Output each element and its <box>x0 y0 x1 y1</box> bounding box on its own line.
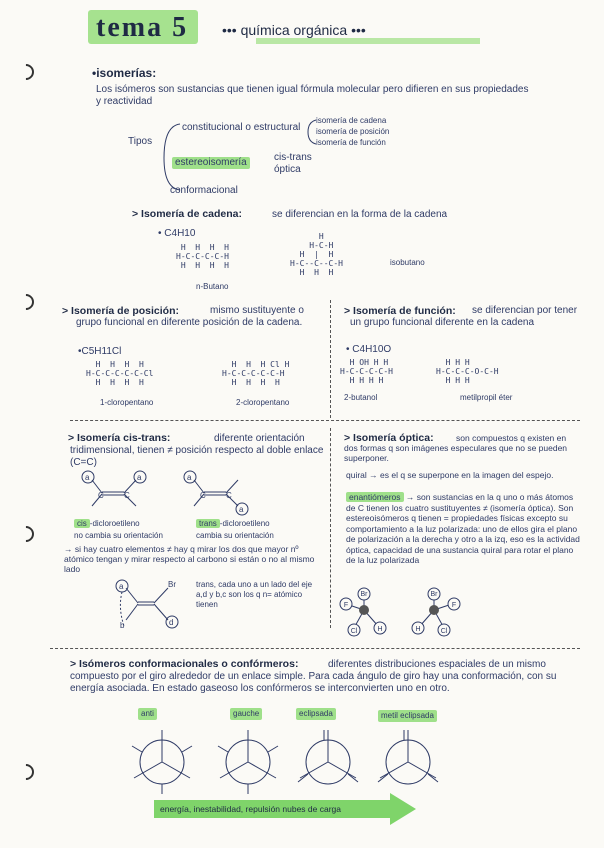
binder-hole <box>15 761 38 784</box>
enantiomers-block <box>346 492 582 566</box>
stereo-item: cis-trans <box>274 152 312 163</box>
enantiomers-text: → son sustancias en la q uno o más átomos de C tienen los cuatro sustituyentes ≠ (isomería óptica). Son estereoisómeros q tienen = propiedades físicas excepto su comportamiento a la luz polarizada: uno de ellos gira el plano de polarización a la derecha y otro a la izq, eso es la actividad óptica, capacidad de una sustancia quiral para rotar el plano de la luz polarizada <box>346 492 580 565</box>
atom-label: F <box>451 602 457 609</box>
energy-arrow-text: energía, inestabilidad, repulsión nubes de carga <box>160 804 341 814</box>
constitutional-label: constitucional o estructural <box>182 122 301 133</box>
trans-name: -dicloroetileno <box>219 519 270 528</box>
eclipsed-label: eclipsada <box>296 708 336 720</box>
binder-hole <box>15 291 38 314</box>
gauche-label: gauche <box>230 708 262 720</box>
section-heading: •isomerías: <box>92 66 157 80</box>
chloropentane-1-structure: H H H H H-C-C-C-C-C-Cl H H H H <box>86 360 154 387</box>
cis-label: cis <box>74 519 90 528</box>
trans-note: cambia su orientación <box>196 531 274 540</box>
trans-note-2 <box>196 580 326 610</box>
svg-text:b: b <box>120 621 125 630</box>
svg-text:a: a <box>187 473 192 482</box>
const-item: isomería de posición <box>316 127 390 136</box>
energy-arrow-head <box>390 793 416 825</box>
atom-label: Cl <box>350 628 358 635</box>
trans-note-2-text: trans, cada uno a un lado del eje <box>196 580 313 589</box>
ether-name: metilpropil éter <box>460 393 513 402</box>
divider <box>70 420 580 421</box>
divider <box>50 648 580 649</box>
cis-caption <box>74 518 163 542</box>
conform-desc: diferentes distribuciones espaciales de un mismo compuesto por el giro alrededor de un enlace simple. Para cada ángulo de giro hay una conformación, con su energía asociada. En estado gaseoso los confórmeros se interconvierten uno en otro. <box>70 659 557 694</box>
cistrans-rule: → si hay cuatro elementos ≠ hay q mirar los dos que mayor nº atómico tengan y mirar respecto al carbono si están o no al mismo lado <box>64 544 315 574</box>
isobutane-name: isobutano <box>390 258 425 267</box>
conformational-label: conformacional <box>170 185 238 196</box>
types-label: Tipos <box>128 136 153 147</box>
svg-text:Br: Br <box>168 580 176 589</box>
atom-label: Br <box>360 591 368 598</box>
methyl-eclipsed-label: metil eclipsada <box>378 710 437 722</box>
stereo-list <box>274 152 312 176</box>
svg-text:C: C <box>98 491 104 500</box>
stereo-label: estereoisomería <box>172 157 250 169</box>
atom-label: H <box>415 626 421 633</box>
ether-structure: H H H H-C-C-C-O-C-H H H H <box>436 358 499 385</box>
n-butane-name: n-Butano <box>196 282 229 291</box>
svg-text:a: a <box>137 473 142 482</box>
conform-title: > Isómeros conformacionales o confórmeros: <box>70 658 299 670</box>
cistrans-title: > Isomería cis-trans: <box>68 432 171 444</box>
optical-title: > Isomería óptica: <box>344 432 434 444</box>
butanol-name: 2-butanol <box>344 393 378 402</box>
stereo-item: óptica <box>274 164 301 175</box>
const-item: isomería de función <box>316 138 386 147</box>
svg-text:a: a <box>119 582 124 591</box>
cis-name: -dicloroetileno <box>89 519 140 528</box>
enantiomers-label: enantiómeros <box>346 492 404 502</box>
svg-text:C: C <box>124 491 130 500</box>
svg-text:d: d <box>169 618 174 627</box>
isobutane-structure: H H-C-H H | H H-C--C--C-H H H H <box>290 232 343 277</box>
function-title: > Isomería de función: <box>344 305 456 317</box>
cis-trans-structures <box>74 470 324 516</box>
position-title: > Isomería de posición: <box>62 305 179 317</box>
subtitle-underline <box>256 38 480 44</box>
quiral-text: quiral → es el q se superpone en la imagen del espejo. <box>346 470 554 480</box>
butanol-structure: H OH H H H-C-C-C-C-H H H H H <box>340 358 393 385</box>
optical-desc: son compuestos q existen en dos formas q son imágenes especulares que no se pueden superponer. <box>344 433 568 463</box>
atom-label: F <box>343 602 349 609</box>
chloropentane-1-name: 1-cloropentano <box>100 398 154 407</box>
atom-label: Br <box>430 591 438 598</box>
svg-text:a: a <box>239 505 244 514</box>
constitutional-list <box>316 115 389 148</box>
newman-projections <box>118 718 458 800</box>
page-subtitle: ••• química orgánica ••• <box>222 22 366 38</box>
n-butane-structure: H H H H H-C-C-C-C-H H H H H <box>176 243 229 270</box>
chain-desc: se diferencian en la forma de la cadena <box>272 209 448 220</box>
cis-note: no cambia su orientación <box>74 531 163 540</box>
function-formula: • C4H10O <box>346 344 392 355</box>
chain-formula: • C4H10 <box>158 228 196 239</box>
cistrans-desc: diferente orientación tridimensional, tienen ≠ posición respecto al doble enlace (C=C) <box>70 433 324 468</box>
trans-label: trans <box>196 519 220 528</box>
chloropentane-2-structure: H H H Cl H H-C-C-C-C-C-H H H H H <box>222 360 290 387</box>
chain-title: > Isomería de cadena: <box>132 208 243 220</box>
position-desc: mismo sustituyente o grupo funcional en diferente posición de la cadena. <box>76 305 304 328</box>
anti-label: anti <box>138 708 157 720</box>
definition-text: Los isómeros son sustancias que tienen igual fórmula molecular pero difieren en sus propiedades y reactividad <box>96 84 529 107</box>
atom-label: Cl <box>440 628 448 635</box>
enantiomer-models <box>334 586 470 642</box>
divider <box>330 300 331 418</box>
trans-note-3-text: a,d y b,c son los q n= atómico tienen <box>196 590 303 609</box>
svg-text:C: C <box>200 491 206 500</box>
atom-label: H <box>377 626 383 633</box>
trans-caption <box>196 518 274 542</box>
const-item: isomería de cadena <box>316 116 387 125</box>
svg-text:C: C <box>226 491 232 500</box>
binder-hole <box>15 61 38 84</box>
page-title: tema 5 <box>96 12 189 43</box>
tetra-substituted-alkene <box>110 578 190 634</box>
chloropentane-2-name: 2-cloropentano <box>236 398 290 407</box>
position-formula: •C5H11Cl <box>78 346 122 357</box>
divider <box>330 428 331 628</box>
function-desc: se diferencian por tener un grupo funcional diferente en la cadena <box>350 305 578 328</box>
svg-text:a: a <box>85 473 90 482</box>
binder-hole <box>15 523 38 546</box>
